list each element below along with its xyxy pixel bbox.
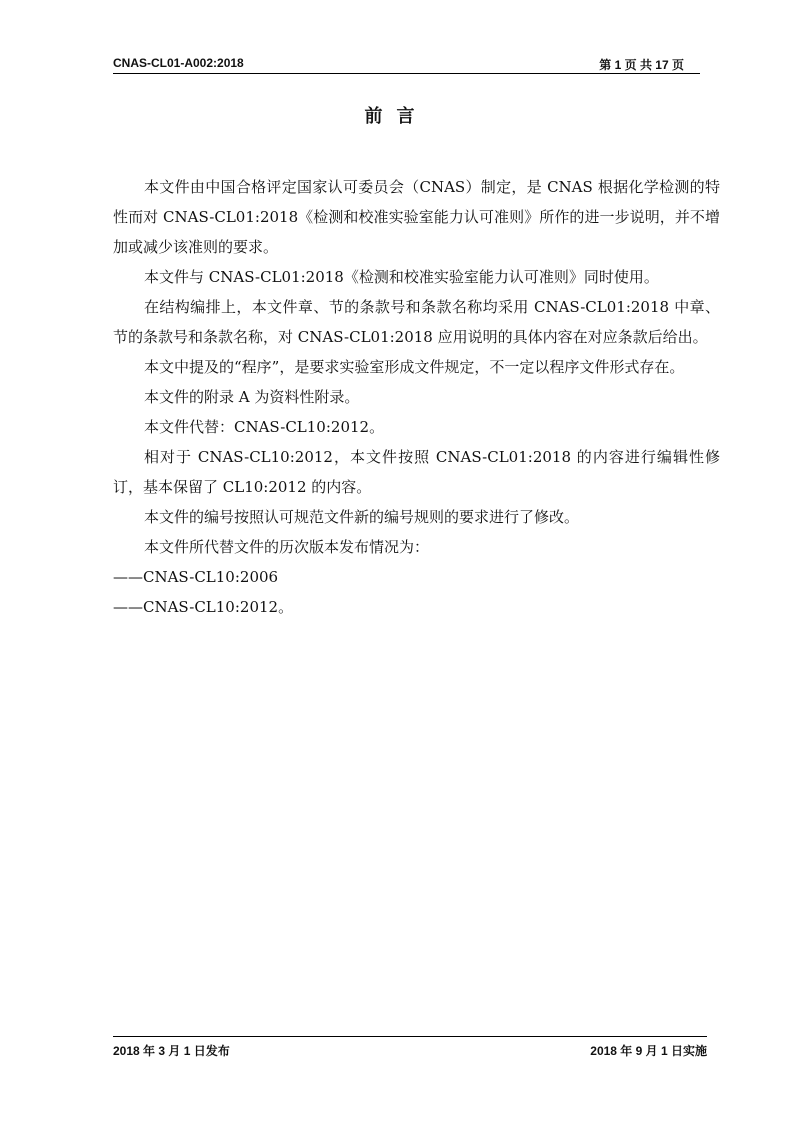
paragraph: 本文件所代替文件的历次版本发布情况为： (144, 538, 430, 556)
paragraph: 本文件的编号按照认可规范文件新的编号规则的要求进行了修改。 (144, 508, 580, 526)
paragraph: 本文件由中国合格评定国家认可委员会（CNAS）制定，是 CNAS 根据化学检测的特性而对 CNAS-CL01:2018《检测和校准实验室能力认可准则》所作的进一步说明，并不增加或减少该准则的要求。 (113, 178, 720, 256)
publish-date: 2018 年 3 月 1 日发布 (113, 1044, 230, 1058)
page-title: 前言 (364, 106, 429, 127)
page-header (113, 53, 700, 74)
paragraph: 本文件的附录 A 为资料性附录。 (144, 388, 360, 406)
paragraph: 本文件代替：CNAS-CL10:2012。 (144, 418, 385, 436)
page-number: 第 1 页 共 17 页 (599, 58, 684, 72)
document-body (113, 172, 720, 622)
paragraph: 本文中提及的“程序”，是要求实验室形成文件规定，不一定以程序文件形式存在。 (144, 358, 685, 376)
history-item: ——CNAS-CL10:2012。 (113, 598, 294, 616)
implement-date: 2018 年 9 月 1 日实施 (590, 1044, 707, 1058)
paragraph: 在结构编排上，本文件章、节的条款号和条款名称均采用 CNAS-CL01:2018 中章、节的条款号和条款名称，对 CNAS-CL01:2018 应用说明的具体内容在对应条款后给出。 (113, 298, 720, 346)
history-item: ——CNAS-CL10:2006 (113, 568, 279, 586)
paragraph: 本文件与 CNAS-CL01:2018《检测和校准实验室能力认可准则》同时使用。 (144, 268, 659, 286)
page-footer (113, 1036, 707, 1059)
paragraph: 相对于 CNAS-CL10:2012，本文件按照 CNAS-CL01:2018 的内容进行编辑性修订，基本保留了 CL10:2012 的内容。 (113, 448, 720, 496)
document-code: CNAS-CL01-A002:2018 (113, 56, 244, 70)
